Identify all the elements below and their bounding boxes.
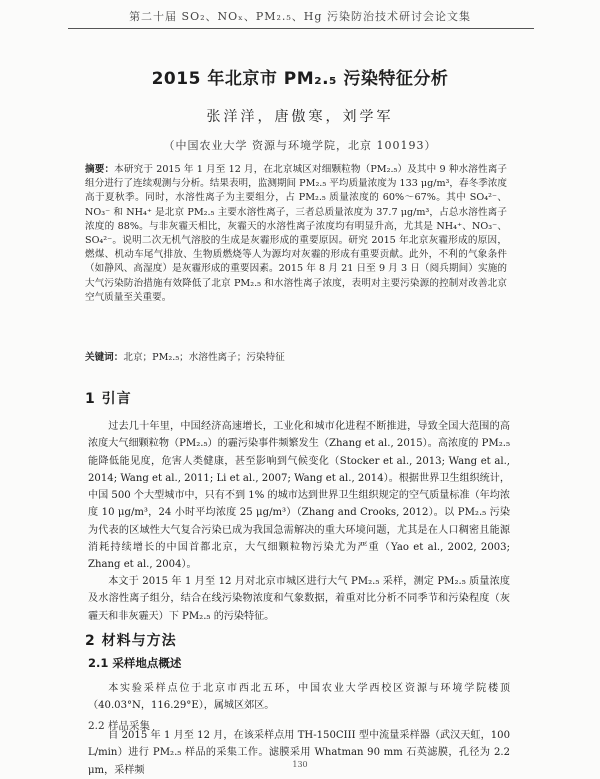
abstract-label: 摘要： (85, 164, 115, 175)
page-number: 130 (292, 760, 308, 769)
running-head: 第二十届 SO₂、NOₓ、PM₂.₅、Hg 污染防治技术研讨会论文集 (129, 10, 471, 23)
abstract-text: 本研究于 2015 年 1 月至 12 月，在北京城区对细颗粒物（PM₂.₅）及其中 9 种水溶性离子组分进行了连续观测与分析。结果表明，监测期间 PM₂.₅ 平均质量浓度为 133 μg/m³，春冬季浓度高于夏秋季。同时，水溶性离子为主要组分，占 PM₂.₅ 质量浓度的 60%～67%。其中 SO₄²⁻、NO₃⁻ 和 NH₄⁺ 是北京 PM₂.₅ 主要水溶性离子，三者总质量浓度为 37.7 μg/m³，占总水溶性离子浓度的 88%。与非灰霾天相比，灰霾天的水溶性离子浓度均有明显升高，尤其是 NH₄⁺、NO₃⁻、SO₄²⁻。说明二次无机气溶胶的生成是灰霾形成的重要原因。研究 2015 年北京灰霾形成的原因，燃煤、机动车尾气排放、生物质燃烧等人为源均对灰霾的形成有重要贡献。此外，不利的气象条件（如静风、高湿度）是灰霾形成的重要因素。2015 年 8 月 21 日至 9 月 3 日（阅兵期间）实施的大气污染防治措施有效降低了北京 PM₂.₅ 和水溶性离子浓度，表明对主要污染源的控制对改善北京空气质量至关重要。 (85, 164, 508, 303)
intro-paragraph-1: 过去几十年里，中国经济高速增长，工业化和城市化进程不断推进，导致全国大范围的高浓度大气细颗粒物（PM₂.₅）的霾污染事件频繁发生（Zhang et al., 2015）。高浓度的 PM₂.₅ 能降低能见度，危害人类健康，甚至影响到气候变化（Stocker et al., 2013; Wang et al., 2014; Wang et al., 2011; Li et al., 2007; Wang et al., 2014）。根据世界卫生组织统计，中国 500 个大型城市中，只有不到 1% 的城市达到世界卫生组织规定的空气质量标准（年均浓度 10 μg/m³，24 小时平均浓度 25 μg/m³）（Zhang and Crooks, 2012）。以 PM₂.₅ 污染为代表的区域性大气复合污染已成为我国急需解决的重大环境问题，尤其是在人口稠密且能源消耗持续增长的中国首都北京，大气细颗粒物污染尤为严重（Yao et al., 2002, 2003; Zhang et al., 2004）。 (88, 421, 510, 571)
header-rule (68, 28, 534, 29)
section-heading-methods: 2 材料与方法 (85, 633, 177, 649)
section-heading-introduction: 1 引言 (85, 391, 132, 407)
subsection-heading-site: 2.1 采样地点概述 (88, 656, 182, 670)
keywords-text: 北京；PM₂.₅；水溶性离子；污染特征 (123, 352, 285, 363)
author-list: 张洋洋，唐傲寒，刘学军 (206, 109, 394, 125)
keywords-label: 关键词： (85, 352, 124, 363)
site-paragraph: 本实验采样点位于北京市西北五环，中国农业大学西校区资源与环境学院楼顶（40.03°N，116.29°E），属城区郊区。 (88, 683, 510, 712)
keywords (85, 351, 507, 365)
sampling-paragraph: 自 2015 年 1 月至 12 月，在该采样点用 TH-150CIII 型中流量采样器（武汉天虹，100 L/min）进行 PM₂.₅ 样品的采集工作。滤膜采用 Whatman 90 mm 石英滤膜，孔径为 2.2 μm，采样频 (88, 730, 510, 776)
subsection-heading-sampling: 2.2 样品采集 (88, 720, 151, 732)
abstract (85, 163, 507, 305)
intro-paragraph-2: 本文于 2015 年 1 月至 12 月对北京市城区进行大气 PM₂.₅ 采样，测定 PM₂.₅ 质量浓度及水溶性离子组分，结合在线污染物浓度和气象数据，着重对比分析不同季节和污染程度（灰霾天和非灰霾天）下 PM₂.₅ 的污染特征。 (88, 576, 510, 622)
paper-title: 2015 年北京市 PM₂.₅ 污染特征分析 (151, 69, 449, 89)
affiliation: （中国农业大学 资源与环境学院，北京 100193） (163, 139, 437, 152)
